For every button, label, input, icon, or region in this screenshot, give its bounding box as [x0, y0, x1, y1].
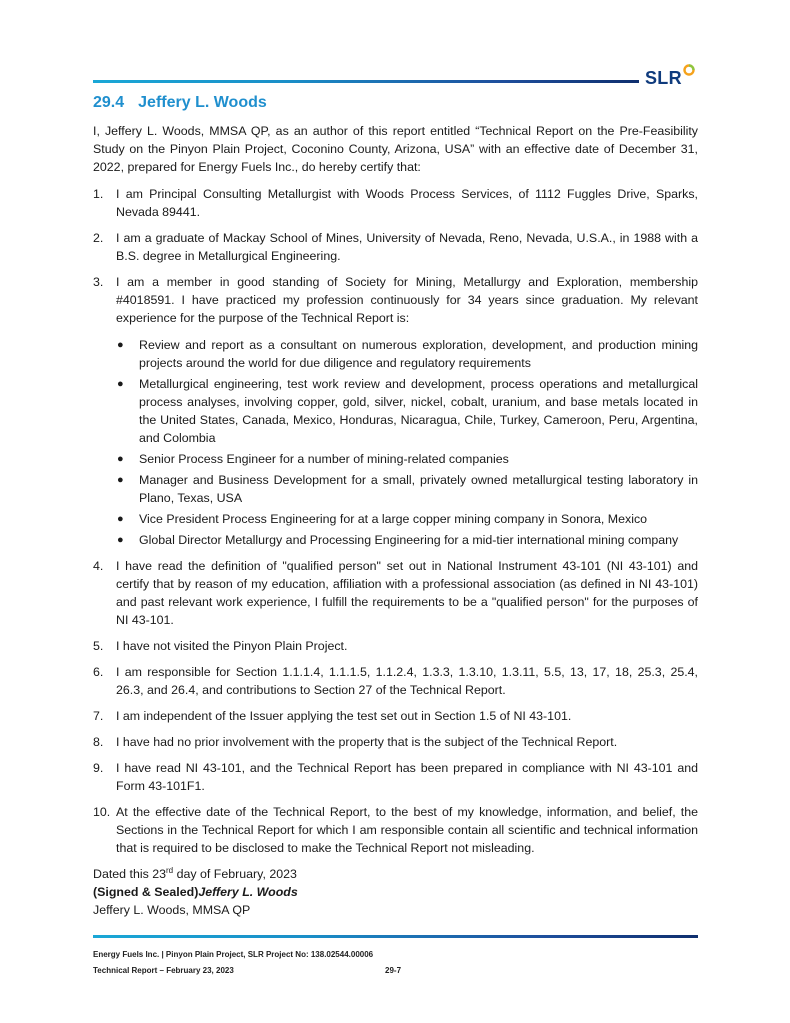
list-item	[93, 759, 698, 795]
dated-prefix: Dated this 23	[93, 867, 167, 881]
list-item	[93, 707, 698, 725]
name-line: Jeffery L. Woods, MMSA QP	[93, 903, 251, 917]
list-item	[93, 803, 698, 857]
dated-suffix: day of February, 2023	[173, 867, 297, 881]
bullet-icon: ●	[117, 474, 124, 486]
item-number: 10.	[93, 805, 111, 819]
footer-project-line: Energy Fuels Inc. | Pinyon Plain Project, SLR Project No: 138.02544.00006	[93, 950, 374, 959]
item-number: 9.	[93, 761, 104, 775]
section-heading	[93, 94, 698, 112]
bullet-icon: ●	[117, 378, 124, 390]
item-number: 7.	[93, 709, 104, 723]
experience-item	[116, 450, 698, 468]
item-text: I am a member in good standing of Society for Mining, Metallurgy and Exploration, membership #4018591. I have practiced my profession continuously for 34 years since graduation. My relevant experience for the purpose of the Technical Report is:	[116, 275, 698, 325]
slr-logo	[645, 64, 695, 87]
bullet-icon: ●	[117, 339, 124, 351]
item-text: I have had no prior involvement with the property that is the subject of the Technical Report.	[116, 735, 618, 749]
experience-item	[116, 510, 698, 528]
header-rule	[93, 80, 639, 83]
experience-text: Senior Process Engineer for a number of mining-related companies	[139, 452, 509, 466]
intro-paragraph: I, Jeffery L. Woods, MMSA QP, as an author of this report entitled “Technical Report on the Pre-Feasibility Study on the Pinyon Plain Project, Coconino County, Arizona, USA” with an effective date of December 31, 2022, prepared for Energy Fuels Inc., do hereby certify that:	[93, 124, 698, 174]
list-item	[93, 273, 698, 549]
item-text: I have not visited the Pinyon Plain Project.	[116, 639, 348, 653]
item-number: 5.	[93, 639, 104, 653]
item-number: 2.	[93, 231, 104, 245]
item-text: I am independent of the Issuer applying the test set out in Section 1.5 of NI 43-101.	[116, 709, 572, 723]
item-text: I am Principal Consulting Metallurgist with Woods Process Services, of 1112 Fuggles Drive, Sparks, Nevada 89441.	[116, 187, 698, 219]
footer-rule	[93, 935, 698, 938]
experience-item	[116, 375, 698, 447]
list-item	[93, 229, 698, 265]
bullet-icon: ●	[117, 513, 124, 525]
item-number: 3.	[93, 275, 104, 289]
item-text: I am responsible for Section 1.1.1.4, 1.1.1.5, 1.1.2.4, 1.3.3, 1.3.10, 1.3.11, 5.5, 13, 17, 18, 25.3, 25.4, 26.3, and 26.4, and contributions to Section 27 of the Technical Report.	[116, 665, 698, 697]
experience-item	[116, 531, 698, 549]
logo-text: SLR	[645, 68, 682, 88]
item-text: At the effective date of the Technical Report, to the best of my knowledge, information, and belief, the Sections in the Technical Report for which I am responsible contain all scientific and technical information that is required to be disclosed to make the Technical Report not misleading.	[116, 805, 698, 855]
item-text: I have read NI 43-101, and the Technical Report has been prepared in compliance with NI 43-101 and Form 43-101F1.	[116, 761, 698, 793]
certification-list	[93, 185, 698, 857]
experience-text: Metallurgical engineering, test work review and development, process operations and metallurgical process analyses, involving copper, gold, silver, nickel, cobalt, uranium, and base metals located in the United States, Canada, Mexico, Honduras, Nicaragua, Chile, Turkey, Cameroon, Peru, Argentina, and Colombia	[139, 377, 698, 445]
experience-text: Vice President Process Engineering for at a large copper mining company in Sonora, Mexico	[139, 512, 648, 526]
item-number: 4.	[93, 559, 104, 573]
logo-swirl-icon	[683, 64, 695, 76]
item-text: I am a graduate of Mackay School of Mines, University of Nevada, Reno, Nevada, U.S.A., in 1988 with a B.S. degree in Metallurgical Engineering.	[116, 231, 698, 263]
experience-text: Manager and Business Development for a small, privately owned metallurgical testing laboratory in Plano, Texas, USA	[139, 473, 698, 505]
signed-line	[93, 883, 698, 901]
item-text: I have read the definition of "qualified person" set out in National Instrument 43-101 (NI 43-101) and certify that by reason of my education, affiliation with a professional association (as defined in NI 43-101) and past relevant work experience, I fulfill the requirements to be a "qualified person" for the purposes of NI 43-101.	[116, 559, 698, 627]
dated-ordinal: rd	[166, 865, 174, 875]
signed-name: Jeffery L. Woods	[198, 885, 298, 899]
footer-report-line: Technical Report – February 23, 2023	[93, 966, 234, 975]
page-body	[93, 92, 698, 919]
experience-item	[116, 336, 698, 372]
item-number: 6.	[93, 665, 104, 679]
list-item	[93, 663, 698, 699]
experience-text: Review and report as a consultant on numerous exploration, development, and production mining projects around the world for due diligence and regulatory requirements	[139, 338, 698, 370]
bullet-icon: ●	[117, 453, 124, 465]
item-number: 1.	[93, 187, 104, 201]
section-title: Jeffery L. Woods	[138, 94, 267, 111]
experience-list	[116, 336, 698, 549]
experience-item	[116, 471, 698, 507]
signature-block	[93, 865, 698, 919]
bullet-icon: ●	[117, 534, 124, 546]
item-number: 8.	[93, 735, 104, 749]
dated-line	[93, 865, 698, 883]
list-item	[93, 185, 698, 221]
signed-label: (Signed & Sealed)	[93, 885, 199, 899]
list-item	[93, 557, 698, 629]
page-number: 29-7	[385, 966, 402, 975]
list-item	[93, 637, 698, 655]
experience-text: Global Director Metallurgy and Processing Engineering for a mid-tier international mining company	[139, 533, 679, 547]
section-number: 29.4	[93, 94, 125, 111]
list-item	[93, 733, 698, 751]
